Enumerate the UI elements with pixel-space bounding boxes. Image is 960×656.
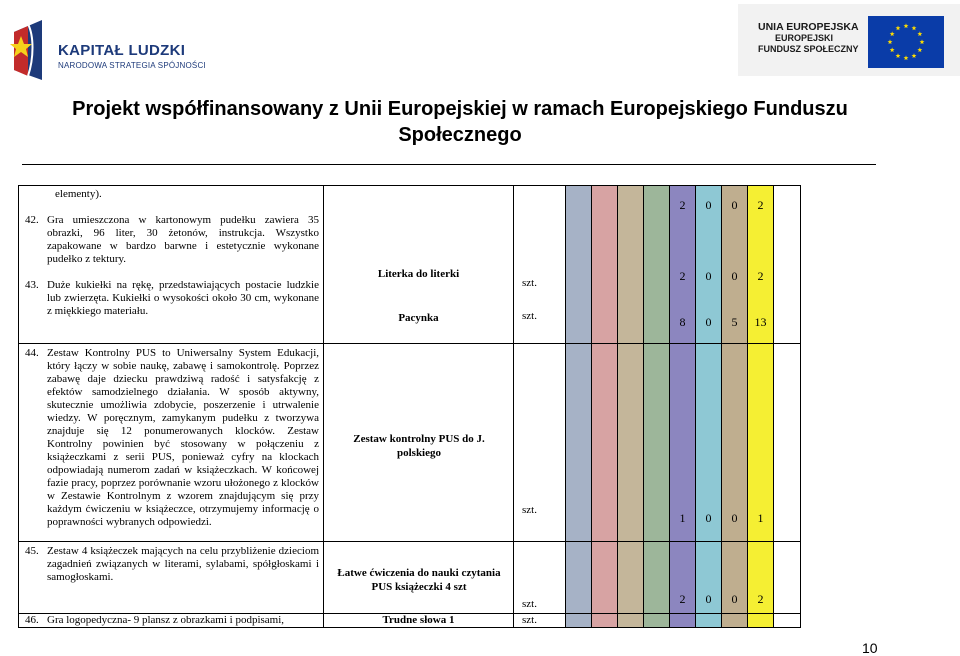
quantity-value: 0 bbox=[731, 511, 738, 525]
quantity-value: 0 bbox=[731, 198, 738, 212]
ue-logo-line3: FUNDUSZ SPOŁECZNY bbox=[758, 44, 859, 54]
product-name: Pacynka bbox=[398, 312, 439, 324]
color-column-cell bbox=[618, 186, 644, 344]
color-column-cell bbox=[644, 186, 670, 344]
quantity-cell bbox=[722, 186, 748, 344]
product-name: Trudne słowa 1 bbox=[382, 614, 455, 626]
product-name-cell bbox=[324, 344, 514, 542]
color-column-cell bbox=[618, 614, 644, 628]
quantity-value: 2 bbox=[757, 592, 764, 606]
page-title-line1: Projekt współfinansowany z Unii Europejskiej w ramach Europejskiego Funduszu bbox=[72, 98, 848, 120]
kapital-ludzki-subtitle: NARODOWA STRATEGIA SPÓJNOŚCI bbox=[58, 61, 206, 70]
item-description: Gra umieszczona w kartonowym pudełku zawiera 35 obrazki, 96 liter, 30 żetonów, instrukcja. Wszystko zapakowane w bardzo barwne i estetycznie wykonane pudełko z tektury. bbox=[47, 214, 319, 265]
eu-flag-icon bbox=[868, 16, 944, 68]
unit-label: szt. bbox=[522, 310, 537, 322]
quantity-cell bbox=[696, 186, 722, 344]
kapital-ludzki-emblem-icon bbox=[8, 18, 52, 84]
quantity-value: 0 bbox=[731, 592, 738, 606]
unit-cell bbox=[514, 344, 566, 542]
color-column-cell bbox=[592, 344, 618, 542]
color-column-cell bbox=[748, 614, 774, 628]
item-description: Duże kukiełki na rękę, przedstawiających postacie ludzkie lub zwierzęta. Kukiełki o wysokości około 30 cm, wykonane z miękkiego materiału. bbox=[47, 279, 319, 317]
description-cell bbox=[19, 186, 324, 344]
color-column-cell bbox=[592, 542, 618, 614]
product-name: Literka do literki bbox=[377, 268, 460, 280]
header-divider bbox=[22, 164, 876, 165]
unit-cell bbox=[514, 542, 566, 614]
quantity-value: 2 bbox=[679, 269, 686, 283]
quantity-value: 0 bbox=[705, 511, 712, 525]
empty-cell bbox=[774, 542, 801, 614]
ue-efs-logo bbox=[738, 4, 960, 76]
unit-label: szt. bbox=[522, 277, 537, 289]
table-row bbox=[19, 614, 902, 628]
product-name-cell bbox=[324, 186, 514, 344]
unit-label: szt. bbox=[522, 504, 537, 516]
color-column-cell bbox=[618, 542, 644, 614]
color-column-cell bbox=[644, 344, 670, 542]
quantity-cell bbox=[722, 542, 748, 614]
unit-cell bbox=[514, 186, 566, 344]
product-name: Łatwe ćwiczenia do nauki czytania PUS książeczki 4 szt bbox=[337, 567, 501, 593]
quantity-value: 0 bbox=[705, 198, 712, 212]
table-row bbox=[19, 542, 902, 614]
unit-cell bbox=[514, 614, 566, 628]
quantity-value: 0 bbox=[705, 315, 712, 329]
quantity-cell bbox=[722, 344, 748, 542]
item-number: 45. bbox=[25, 545, 39, 557]
product-name-cell bbox=[324, 542, 514, 614]
color-column-cell bbox=[592, 186, 618, 344]
color-column-cell bbox=[618, 344, 644, 542]
products-table bbox=[18, 185, 902, 628]
kapital-ludzki-title: KAPITAŁ LUDZKI bbox=[58, 42, 186, 59]
page-title-line2: Społecznego bbox=[398, 124, 522, 146]
kapital-ludzki-logo bbox=[8, 18, 208, 86]
color-column-cell bbox=[592, 614, 618, 628]
quantity-cell bbox=[748, 186, 774, 344]
description-cell bbox=[19, 542, 324, 614]
quantity-value: 0 bbox=[705, 592, 712, 606]
item-number: 43. bbox=[25, 279, 39, 291]
color-column-cell bbox=[670, 614, 696, 628]
product-name-cell bbox=[324, 614, 514, 628]
color-column-cell bbox=[566, 542, 592, 614]
color-column-cell bbox=[566, 344, 592, 542]
color-column-cell bbox=[644, 542, 670, 614]
color-column-cell bbox=[566, 614, 592, 628]
page-title bbox=[40, 96, 880, 148]
color-column-cell bbox=[644, 614, 670, 628]
description-cell bbox=[19, 344, 324, 542]
quantity-value: 2 bbox=[757, 198, 764, 212]
item-description: Zestaw 4 książeczek mających na celu przybliżenie dzieciom zagadnień związanych w literami, sylabami, spółgłoskami i samogłoskami. bbox=[47, 545, 319, 583]
item-44 bbox=[25, 347, 319, 529]
unit-label: szt. bbox=[522, 598, 537, 610]
quantity-value: 5 bbox=[731, 315, 738, 329]
quantity-value: 2 bbox=[679, 592, 686, 606]
prefix-text: elementy). bbox=[55, 188, 102, 200]
item-45 bbox=[25, 545, 319, 584]
empty-cell bbox=[774, 186, 801, 344]
quantity-value: 2 bbox=[679, 198, 686, 212]
table-row bbox=[19, 186, 902, 344]
item-46 bbox=[25, 614, 319, 627]
item-number: 46. bbox=[25, 614, 39, 626]
empty-cell bbox=[774, 344, 801, 542]
quantity-value: 2 bbox=[757, 269, 764, 283]
item-43 bbox=[25, 279, 319, 318]
quantity-cell bbox=[696, 542, 722, 614]
quantity-cell bbox=[670, 186, 696, 344]
color-column-cell bbox=[722, 614, 748, 628]
quantity-value: 8 bbox=[679, 315, 686, 329]
quantity-value: 0 bbox=[731, 269, 738, 283]
unit-label: szt. bbox=[522, 614, 537, 626]
quantity-value: 1 bbox=[757, 511, 764, 525]
quantity-cell bbox=[670, 542, 696, 614]
table-row bbox=[19, 344, 902, 542]
ue-logo-line1: UNIA EUROPEJSKA bbox=[758, 21, 859, 33]
item-42 bbox=[25, 214, 319, 266]
product-name: Zestaw kontrolny PUS do J. polskiego bbox=[353, 433, 485, 459]
quantity-value: 1 bbox=[679, 511, 686, 525]
quantity-cell bbox=[696, 344, 722, 542]
item-description: Gra logopedyczna- 9 plansz z obrazkami i podpisami, bbox=[47, 614, 285, 626]
quantity-cell bbox=[748, 542, 774, 614]
ue-logo-line2: EUROPEJSKI bbox=[775, 33, 834, 43]
page-number: 10 bbox=[862, 640, 878, 656]
quantity-cell bbox=[748, 344, 774, 542]
quantity-value: 0 bbox=[705, 269, 712, 283]
item-description: Zestaw Kontrolny PUS to Uniwersalny System Edukacji, który łączy w sobie naukę, zabawę i samokontrolę. Poprzez zabawę daje dziecku prawdziwą radość i satysfakcję z efektów samodzielnego działania. W sposób aktywny, skutecznie umożliwia zdobycie, poszerzenie i utrwalenie wiedzy. W poręcznym, zamykanym pudełku z tworzywa znajduje się 12 ponumerowanych klocków. Zestaw Kontrolny powinien być stosowany w połączeniu z książeczkami z serii PUS, ponieważ cyfry na klockach odpowiadają numerom zadań w książeczkach. W końcowej fazie pracy, poprzez porównanie wzoru ułożonego z klocków w Zestawie Kontrolnym z wzorem znajdującym się przy każdym ćwiczeniu w książeczce, otrzymujemy informację o poprawności wybranych odpowiedzi. bbox=[47, 347, 319, 528]
color-column-cell bbox=[566, 186, 592, 344]
item-number: 44. bbox=[25, 347, 39, 359]
quantity-value: 13 bbox=[754, 315, 767, 329]
empty-cell bbox=[774, 614, 801, 628]
item-number: 42. bbox=[25, 214, 39, 226]
quantity-cell bbox=[670, 344, 696, 542]
description-cell bbox=[19, 614, 324, 628]
color-column-cell bbox=[696, 614, 722, 628]
